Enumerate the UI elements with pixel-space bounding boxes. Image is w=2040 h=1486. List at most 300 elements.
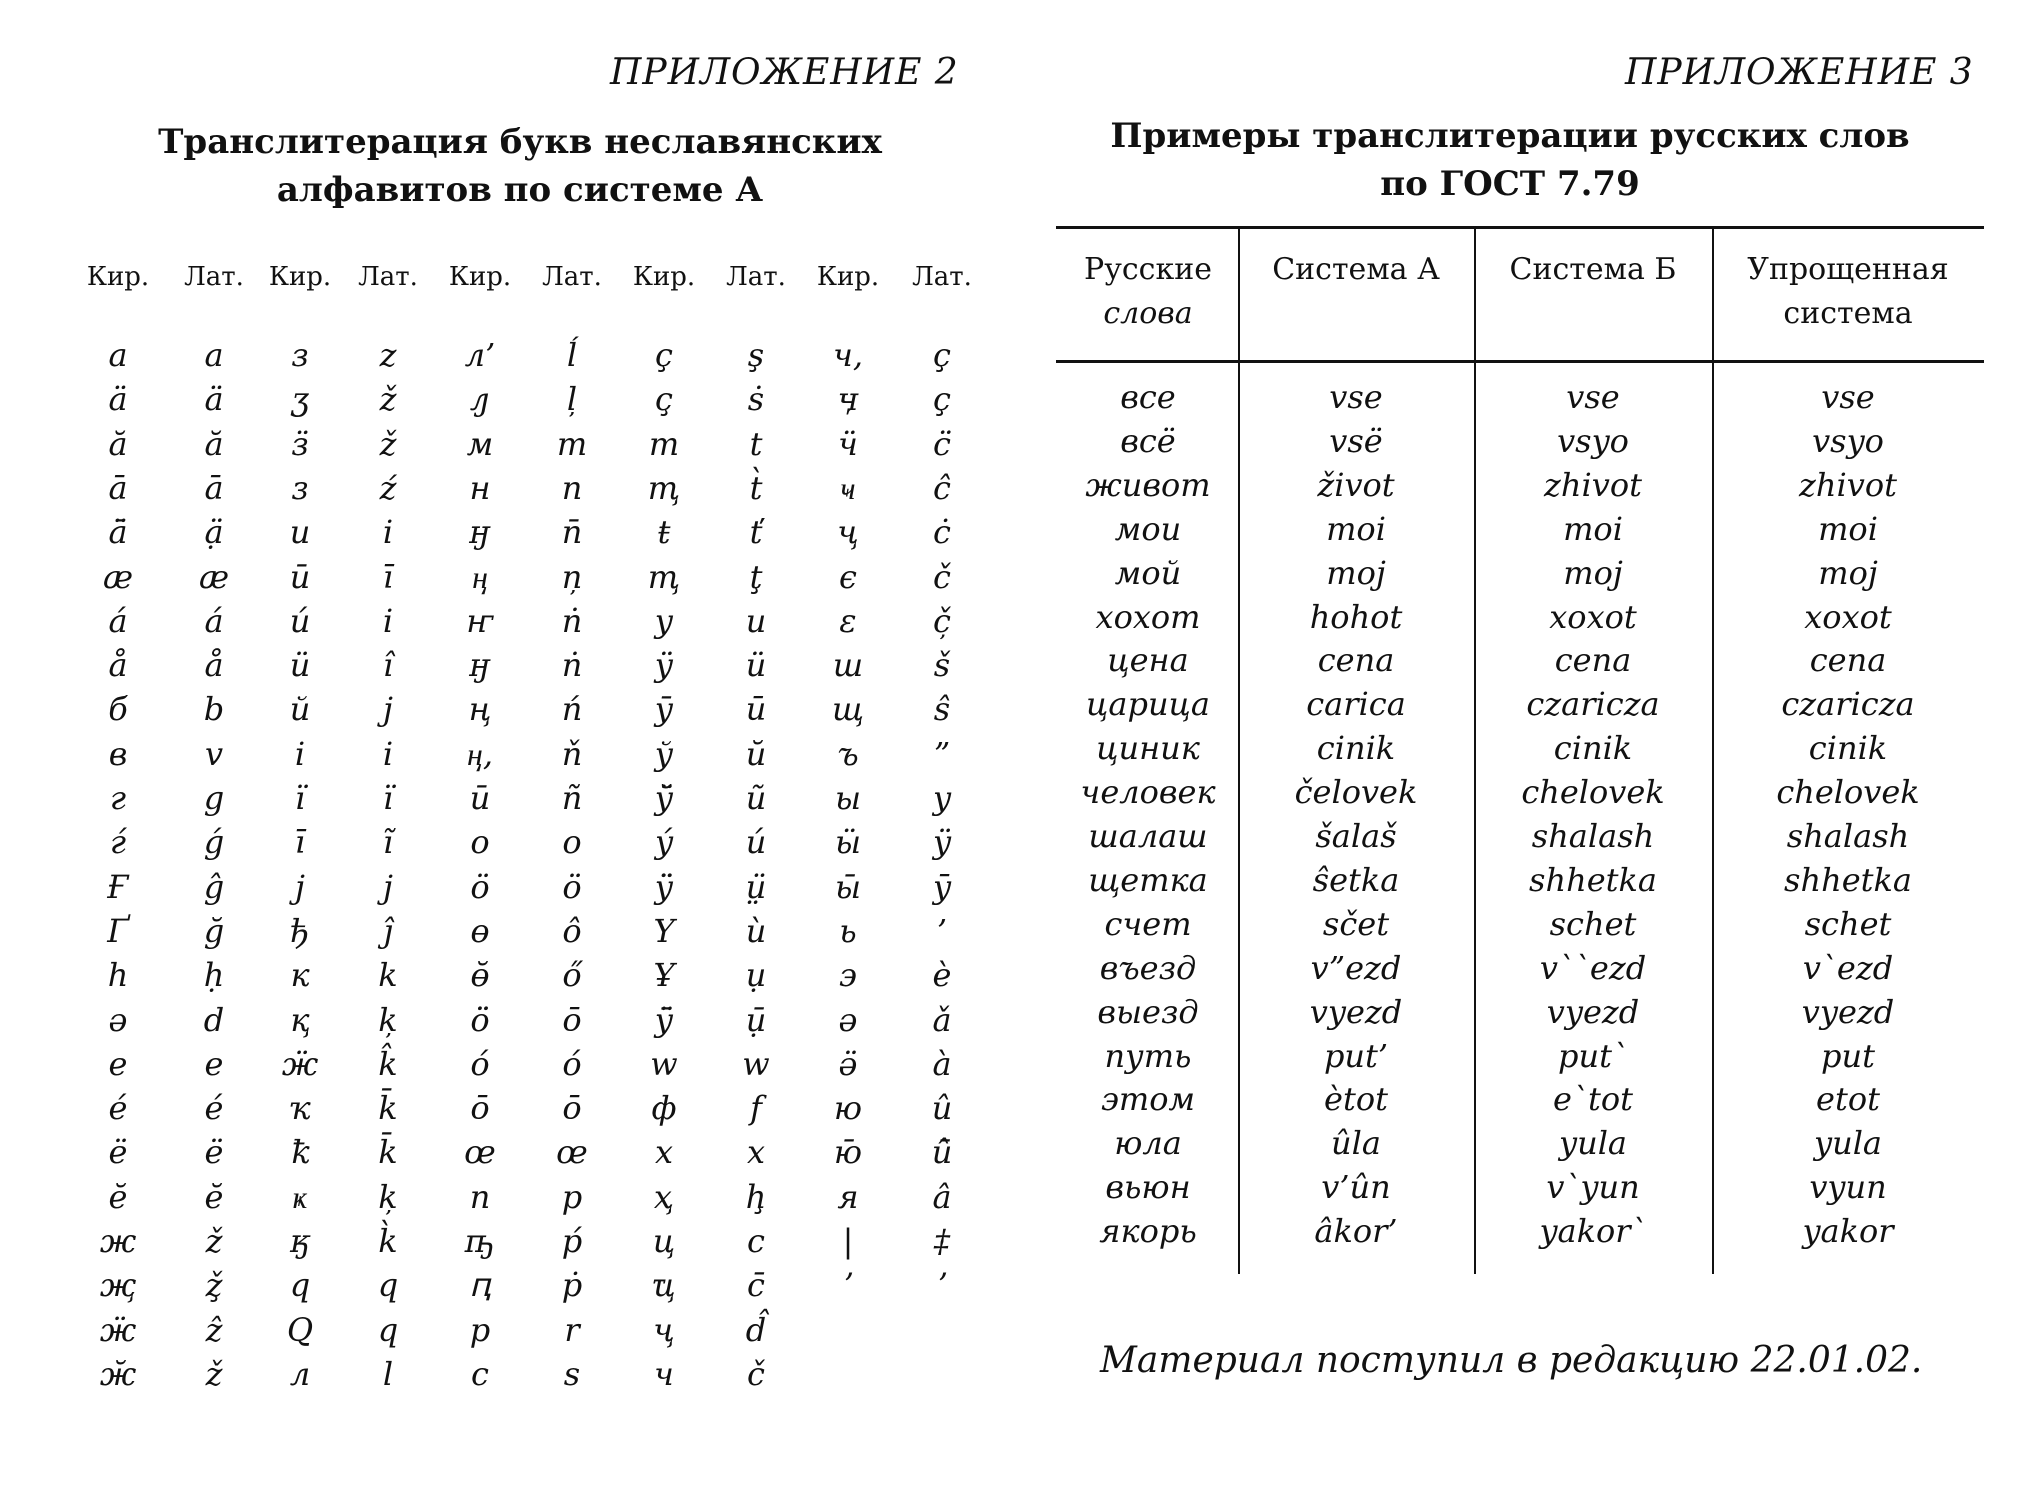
table-row <box>80 779 980 823</box>
cyrillic-letter-cell: ҭ <box>647 468 681 507</box>
simplified-system-cell: chelovek <box>1776 773 1920 812</box>
appendix-3-title-line1: Примеры транслитерации русских слов <box>1110 116 1910 156</box>
table-row <box>80 469 980 513</box>
cyrillic-letter-cell: ј <box>295 867 305 906</box>
cyrillic-letter-cell: ԥ <box>469 1266 491 1305</box>
cyrillic-letter-cell: һ <box>107 956 129 995</box>
alphabet-column-header: Лат. <box>184 262 244 292</box>
table-row <box>80 912 980 956</box>
latin-letter-cell: û <box>931 1089 953 1128</box>
cyrillic-letter-cell: ӟ <box>291 424 309 463</box>
latin-letter-cell: č <box>933 557 951 596</box>
cyrillic-letter-cell: Ұ <box>653 956 675 995</box>
latin-letter-cell: s <box>563 1354 581 1393</box>
table-row <box>80 646 980 690</box>
latin-letter-cell: ĝ <box>203 867 225 906</box>
alphabet-column-header: Кир. <box>268 262 332 292</box>
simplified-system-cell: v`ezd <box>1802 948 1894 987</box>
appendix-2-title <box>120 118 920 214</box>
latin-letter-cell: ā <box>204 468 224 507</box>
latin-letter-cell: ÿ <box>932 823 952 862</box>
latin-letter-cell: ô <box>562 911 582 950</box>
cyrillic-letter-cell: к <box>290 956 310 995</box>
latin-letter-cell: ň <box>561 734 583 773</box>
simplified-system-cell: moi <box>1818 509 1878 548</box>
alphabet-column-header: Кир. <box>632 262 696 292</box>
latin-letter-cell: î <box>382 646 394 685</box>
alphabet-column-header: Кир. <box>448 262 512 292</box>
latin-letter-cell: ụ̄ <box>745 1000 767 1039</box>
cyrillic-letter-cell: ĕ <box>108 1177 128 1216</box>
cyrillic-letter-cell: ҹ <box>840 468 856 507</box>
cyrillic-letter-cell: ӊ, <box>466 734 494 773</box>
cyrillic-letter-cell: ú <box>289 601 311 640</box>
alphabet-column-header: Кир. <box>86 262 150 292</box>
system-b-cell: schet <box>1549 904 1637 943</box>
cyrillic-letter-cell: ī <box>294 823 306 862</box>
cyrillic-letter-cell: | <box>842 1222 854 1260</box>
system-b-cell: vsyo <box>1557 421 1629 460</box>
latin-letter-cell: ä <box>204 380 224 419</box>
table-row <box>1056 817 1984 861</box>
alphabet-column-header: Лат. <box>358 262 418 292</box>
cyrillic-letter-cell: ҷ <box>653 1310 675 1349</box>
system-a-cell: v”ezd <box>1310 948 1402 987</box>
header-simplified-system <box>1747 248 1948 336</box>
table-row <box>80 1222 980 1266</box>
table-row <box>80 735 980 779</box>
cyrillic-letter-cell: о <box>470 823 490 862</box>
appendix-2-label: ПРИЛОЖЕНИЕ 2 <box>610 52 959 93</box>
system-a-cell: hohot <box>1309 597 1403 636</box>
latin-letter-cell: ĉ <box>933 468 951 507</box>
cyrillic-letter-cell: Ғ <box>107 867 129 906</box>
table-row <box>1056 905 1984 949</box>
latin-letter-cell: ņ <box>561 557 583 596</box>
alphabet-column-header: Лат. <box>542 262 602 292</box>
cyrillic-letter-cell: җ <box>99 1266 137 1305</box>
latin-letter-cell: ö <box>562 867 582 906</box>
latin-letter-cell: k̄ <box>378 1089 398 1128</box>
cyrillic-letter-cell: ӧ <box>470 867 490 906</box>
cyrillic-letter-cell: ю <box>833 1089 863 1128</box>
cyrillic-letter-cell: ҷ <box>837 513 859 552</box>
cyrillic-letter-cell: ҥ <box>466 601 494 640</box>
cyrillic-letter-cell: ҟ <box>290 1133 310 1172</box>
latin-letter-cell: z <box>379 336 397 374</box>
system-a-cell: sčet <box>1322 904 1390 943</box>
latin-letter-cell: ü <box>745 646 767 685</box>
simplified-system-cell: schet <box>1804 904 1892 943</box>
latin-letter-cell: ụ <box>745 956 767 995</box>
table-row <box>1056 861 1984 905</box>
table-row <box>80 1001 980 1045</box>
appendix-2-title-line2: алфавитов по системе А <box>276 170 764 210</box>
system-b-cell: moj <box>1563 553 1623 592</box>
cyrillic-letter-cell: т <box>648 424 680 463</box>
cyrillic-letter-cell: ӝ <box>281 1044 319 1083</box>
cyrillic-letter-cell: ї <box>294 779 306 817</box>
latin-letter-cell: ķ <box>378 1177 398 1216</box>
system-b-cell: czaricza <box>1526 685 1660 724</box>
cyrillic-letter-cell: е <box>108 1044 128 1083</box>
latin-letter-cell: è <box>932 956 952 995</box>
cyrillic-letter-cell: ө <box>470 911 490 950</box>
table-row <box>1056 685 1984 729</box>
system-a-cell: cena <box>1317 641 1395 680</box>
table-row <box>80 425 980 469</box>
cyrillic-letter-cell: ɜ <box>291 468 309 507</box>
simplified-system-cell: vse <box>1821 378 1875 416</box>
system-b-cell: shalash <box>1531 817 1655 855</box>
russian-word-cell: вьюн <box>1105 1168 1191 1207</box>
latin-letter-cell: é <box>204 1089 224 1128</box>
latin-letter-cell: n̄ <box>561 513 583 552</box>
russian-word-cell: человек <box>1080 773 1216 812</box>
latin-letter-cell: ṳ̈ <box>745 867 767 906</box>
latin-letter-cell: ū <box>745 690 767 729</box>
latin-letter-cell: ğ <box>203 911 225 950</box>
header-russian-words <box>1084 248 1212 336</box>
latin-letter-cell: ń <box>561 690 583 729</box>
system-a-cell: ètot <box>1324 1080 1388 1119</box>
table-row <box>80 558 980 602</box>
latin-letter-cell: ĺ <box>566 336 578 374</box>
latin-letter-cell: y <box>932 779 952 817</box>
latin-letter-cell: č̦ <box>933 601 951 640</box>
cyrillic-letter-cell: ç <box>655 336 673 374</box>
table-row <box>80 956 980 1000</box>
latin-letter-cell: ú <box>745 823 767 862</box>
latin-letter-cell: n <box>561 468 583 507</box>
latin-letter-cell: å <box>204 646 224 685</box>
latin-letter-cell: à <box>932 1044 952 1083</box>
cyrillic-letter-cell: й <box>289 690 311 729</box>
cyrillic-letter-cell: г <box>109 779 127 817</box>
latin-letter-cell: ž <box>379 380 397 419</box>
cyrillic-letter-cell: ӵ <box>838 424 858 463</box>
latin-letter-cell: ź <box>379 468 397 507</box>
cyrillic-letter-cell: п <box>469 1177 491 1216</box>
system-b-cell: cinik <box>1553 729 1633 768</box>
cyrillic-letter-cell: в <box>108 734 128 773</box>
cyrillic-letter-cell: ў <box>654 734 674 773</box>
footer-note: Материал поступил в редакцию 22.01.02. <box>1100 1340 1923 1381</box>
system-a-cell: šalaš <box>1315 817 1397 855</box>
cyrillic-letter-cell: щ <box>831 690 865 729</box>
system-b-cell: xoxot <box>1549 597 1637 636</box>
table-row <box>80 868 980 912</box>
cyrillic-letter-cell: Ґ <box>107 911 129 950</box>
latin-letter-cell: q <box>377 1266 399 1305</box>
latin-letter-cell: ó <box>562 1044 582 1083</box>
russian-word-cell: выезд <box>1097 992 1199 1031</box>
cyrillic-letter-cell: ҡ <box>289 1089 311 1128</box>
table-row <box>1056 949 1984 993</box>
system-a-cell: cinik <box>1316 729 1396 768</box>
latin-letter-cell: ǎ <box>932 1000 952 1039</box>
system-b-cell: v`yun <box>1546 1168 1640 1207</box>
latin-letter-cell: č <box>747 1354 765 1393</box>
cyrillic-letter-cell: э <box>839 956 857 995</box>
latin-letter-cell: ĕ <box>204 1177 224 1216</box>
simplified-system-cell: shalash <box>1786 817 1910 855</box>
cyrillic-letter-cell: ҵ <box>652 1266 676 1305</box>
cyrillic-letter-cell: ӣ <box>289 557 311 596</box>
system-a-cell: âkor’ <box>1314 1212 1398 1251</box>
latin-letter-cell: j <box>383 690 393 729</box>
latin-letter-cell: ŝ <box>933 690 951 729</box>
cyrillic-letter-cell: х <box>654 1133 674 1172</box>
latin-letter-cell: ĵ <box>383 911 393 950</box>
cyrillic-letter-cell: é <box>108 1089 128 1128</box>
latin-letter-cell: ļ <box>566 380 578 419</box>
latin-letter-cell: ǵ <box>203 823 225 862</box>
system-a-cell: vyezd <box>1309 992 1403 1031</box>
latin-letter-cell: i <box>382 513 394 552</box>
simplified-system-cell: shhetka <box>1784 860 1912 899</box>
cyrillic-letter-cell: ч, <box>832 336 864 374</box>
russian-word-cell: всё <box>1120 421 1176 460</box>
cyrillic-letter-cell: ý <box>654 823 674 862</box>
system-a-cell: život <box>1317 465 1395 504</box>
latin-letter-cell: m <box>556 424 588 463</box>
latin-letter-cell: ķ <box>378 1000 398 1039</box>
cyrillic-letter-cell: ӱ̈ <box>654 867 674 906</box>
table-row <box>80 380 980 424</box>
simplified-system-cell: put <box>1821 1036 1875 1075</box>
latin-letter-cell: ş <box>747 336 765 374</box>
latin-letter-cell: ŭ <box>745 734 767 773</box>
latin-letter-cell: w <box>742 1044 770 1083</box>
simplified-system-cell: czaricza <box>1781 685 1915 724</box>
cyrillic-letter-cell: ŧ <box>657 513 671 552</box>
latin-letter-cell: r <box>564 1310 580 1349</box>
appendix-3-title-line2: по ГОСТ 7.79 <box>1380 164 1640 204</box>
cyrillic-letter-cell: ӛ <box>838 1044 858 1083</box>
cyrillic-letter-cell: ҝ <box>292 1177 308 1216</box>
appendix-3-label: ПРИЛОЖЕНИЕ 3 <box>1625 52 1974 93</box>
latin-letter-cell: ” <box>933 734 951 773</box>
cyrillic-letter-cell: і <box>294 734 306 773</box>
table-row <box>1056 993 1984 1037</box>
table-row <box>80 1178 980 1222</box>
system-a-cell: vsë <box>1329 421 1383 460</box>
cyrillic-letter-cell: ӓ <box>108 380 128 419</box>
cyrillic-letter-cell: ӱ̄ <box>654 1000 674 1039</box>
cyrillic-letter-cell: æ <box>102 557 134 596</box>
latin-letter-cell: x <box>746 1133 766 1172</box>
cyrillic-letter-cell: л’ <box>464 336 496 374</box>
latin-letter-cell: ũ <box>745 779 767 817</box>
cyrillic-letter-cell: ʼ <box>842 1266 854 1305</box>
latin-letter-cell: ť <box>749 513 763 552</box>
cyrillic-letter-cell: ҭ <box>647 557 681 596</box>
cyrillic-letter-cell: Q <box>286 1310 314 1349</box>
cyrillic-letter-cell: ә <box>838 1000 858 1039</box>
examples-table <box>1056 226 1984 1274</box>
table-row <box>1056 422 1984 466</box>
latin-letter-cell: ă <box>204 424 224 463</box>
russian-word-cell: живот <box>1085 465 1211 504</box>
cyrillic-letter-cell: ӱ̆ <box>654 779 674 817</box>
header-system-b: Система Б <box>1509 252 1677 287</box>
simplified-system-cell: xoxot <box>1804 597 1892 636</box>
simplified-system-cell: vyun <box>1809 1168 1887 1207</box>
cyrillic-letter-cell: ӌ <box>837 380 859 419</box>
simplified-system-cell: etot <box>1816 1080 1880 1119</box>
simplified-system-cell: cena <box>1809 641 1887 680</box>
header-system-a: Система А <box>1272 252 1440 287</box>
system-b-cell: e`tot <box>1553 1080 1633 1119</box>
latin-letter-cell: q <box>377 1310 399 1349</box>
latin-letter-cell: u <box>745 601 767 640</box>
cyrillic-letter-cell: я <box>837 1177 859 1216</box>
latin-letter-cell: ï <box>382 779 394 817</box>
cyrillic-letter-cell: ԓ <box>469 380 491 419</box>
cyrillic-letter-cell: з <box>291 336 309 374</box>
latin-letter-cell: k <box>378 956 398 995</box>
latin-letter-cell: i <box>382 734 394 773</box>
cyrillic-letter-cell: ӝ <box>99 1310 137 1349</box>
russian-word-cell: цена <box>1107 641 1189 680</box>
cyrillic-letter-cell: а <box>108 336 128 374</box>
cyrillic-letter-cell: ӊ <box>472 557 488 596</box>
latin-letter-cell: p <box>561 1177 583 1216</box>
latin-letter-cell: g <box>203 779 225 817</box>
system-b-cell: zhivot <box>1544 465 1642 504</box>
latin-letter-cell: o <box>562 823 582 862</box>
cyrillic-letter-cell: ъ <box>837 734 859 773</box>
cyrillic-letter-cell: ӹ <box>834 823 862 862</box>
cyrillic-letter-cell: ч <box>654 1354 674 1393</box>
table-row <box>1056 466 1984 510</box>
cyrillic-letter-cell: ō <box>470 1089 490 1128</box>
alphabet-column-header: Лат. <box>726 262 786 292</box>
system-a-cell: ûla <box>1331 1124 1381 1163</box>
table-row <box>80 602 980 646</box>
table-row <box>1056 1168 1984 1212</box>
simplified-system-cell: cinik <box>1808 729 1888 768</box>
cyrillic-letter-cell: ә <box>108 1000 128 1039</box>
latin-letter-cell: ñ <box>561 779 583 817</box>
cyrillic-letter-cell: ө̆ <box>470 956 490 995</box>
system-b-cell: yakor` <box>1539 1212 1647 1251</box>
cyrillic-letter-cell: ӥ <box>289 646 311 685</box>
latin-letter-cell: e <box>204 1044 224 1083</box>
latin-letter-cell: t̀ <box>749 468 763 507</box>
latin-letter-cell: ō <box>562 1089 582 1128</box>
latin-letter-cell: ç <box>933 380 951 419</box>
latin-letter-cell: ṅ <box>561 646 583 685</box>
system-a-cell: moj <box>1326 553 1386 592</box>
latin-letter-cell: û̄ <box>931 1133 953 1172</box>
cyrillic-letter-cell: w <box>650 1044 678 1083</box>
header-simplified-line1: Упрощенная <box>1747 252 1949 287</box>
cyrillic-letter-cell: б <box>108 690 128 729</box>
header-russian-words-line2: слова <box>1103 296 1193 331</box>
system-b-cell: shhetka <box>1529 860 1657 899</box>
table-row <box>1056 598 1984 642</box>
cyrillic-letter-cell: ӈ <box>469 513 491 552</box>
cyrillic-letter-cell: å <box>108 646 128 685</box>
latin-letter-cell: ṗ <box>561 1266 583 1305</box>
russian-word-cell: юла <box>1114 1124 1182 1163</box>
cyrillic-letter-cell: ҫ <box>655 380 673 419</box>
system-a-cell: čelovek <box>1294 773 1418 812</box>
latin-letter-cell: i <box>382 601 394 640</box>
appendix-2-page <box>80 40 980 1460</box>
table-row <box>80 1311 980 1355</box>
simplified-system-cell: yakor <box>1802 1212 1894 1251</box>
table-row <box>1056 1124 1984 1168</box>
table-row <box>80 513 980 557</box>
system-b-cell: vse <box>1566 378 1620 416</box>
cyrillic-letter-cell: ӑ <box>108 424 128 463</box>
russian-word-cell: циник <box>1096 729 1200 768</box>
table-row <box>1056 641 1984 685</box>
header-russian-words-line1: Русские <box>1084 252 1212 287</box>
latin-letter-cell: ḥ <box>203 956 225 995</box>
cyrillic-letter-cell: ӄ <box>290 1222 310 1260</box>
cyrillic-letter-cell: Ү <box>653 911 675 950</box>
latin-letter-cell: ī <box>382 557 394 596</box>
system-a-cell: v’ûn <box>1321 1168 1391 1207</box>
table-top-rule <box>1056 226 1984 229</box>
system-b-cell: v``ezd <box>1539 948 1647 987</box>
latin-letter-cell: á <box>204 601 224 640</box>
system-a-cell: carica <box>1306 685 1406 724</box>
russian-word-cell: шалаш <box>1088 817 1208 855</box>
cyrillic-letter-cell: ӓ̄ <box>108 513 128 552</box>
latin-letter-cell: d̂ <box>745 1310 767 1349</box>
appendix-3-page <box>1040 40 2000 1460</box>
russian-word-cell: якорь <box>1099 1212 1197 1251</box>
russian-word-cell: царица <box>1086 685 1210 724</box>
latin-letter-cell: c <box>747 1222 765 1260</box>
table-row <box>1056 1037 1984 1081</box>
cyrillic-letter-cell: ѓ <box>109 823 127 862</box>
system-b-cell: vyezd <box>1546 992 1640 1031</box>
latin-letter-cell: ù <box>745 911 767 950</box>
table-header-rule <box>1056 360 1984 363</box>
russian-word-cell: путь <box>1104 1036 1192 1075</box>
latin-letter-cell: b <box>203 690 225 729</box>
latin-letter-cell: ĩ <box>382 823 394 862</box>
alphabet-column-header: Кир. <box>816 262 880 292</box>
russian-word-cell: щетка <box>1088 860 1208 899</box>
cyrillic-letter-cell: н <box>469 468 491 507</box>
system-b-cell: cena <box>1554 641 1632 680</box>
table-row <box>80 690 980 734</box>
system-a-cell: vse <box>1329 378 1383 416</box>
latin-letter-cell: ţ <box>749 557 763 596</box>
cyrillic-letter-cell: с <box>471 1354 489 1393</box>
cyrillic-letter-cell: ҧ <box>464 1222 496 1260</box>
latin-letter-cell: ç <box>933 336 951 374</box>
latin-letter-cell: ṕ <box>561 1222 583 1260</box>
table-row <box>1056 554 1984 598</box>
cyrillic-letter-cell: ф <box>651 1089 677 1128</box>
simplified-system-cell: vsyo <box>1812 421 1884 460</box>
latin-letter-cell: d <box>203 1000 225 1039</box>
latin-letter-cell: ő <box>562 956 582 995</box>
latin-letter-cell: a <box>204 336 224 374</box>
latin-letter-cell: ž <box>379 424 397 463</box>
latin-letter-cell: f <box>750 1089 762 1128</box>
system-a-cell: put’ <box>1323 1036 1389 1075</box>
latin-letter-cell: æ <box>198 557 230 596</box>
